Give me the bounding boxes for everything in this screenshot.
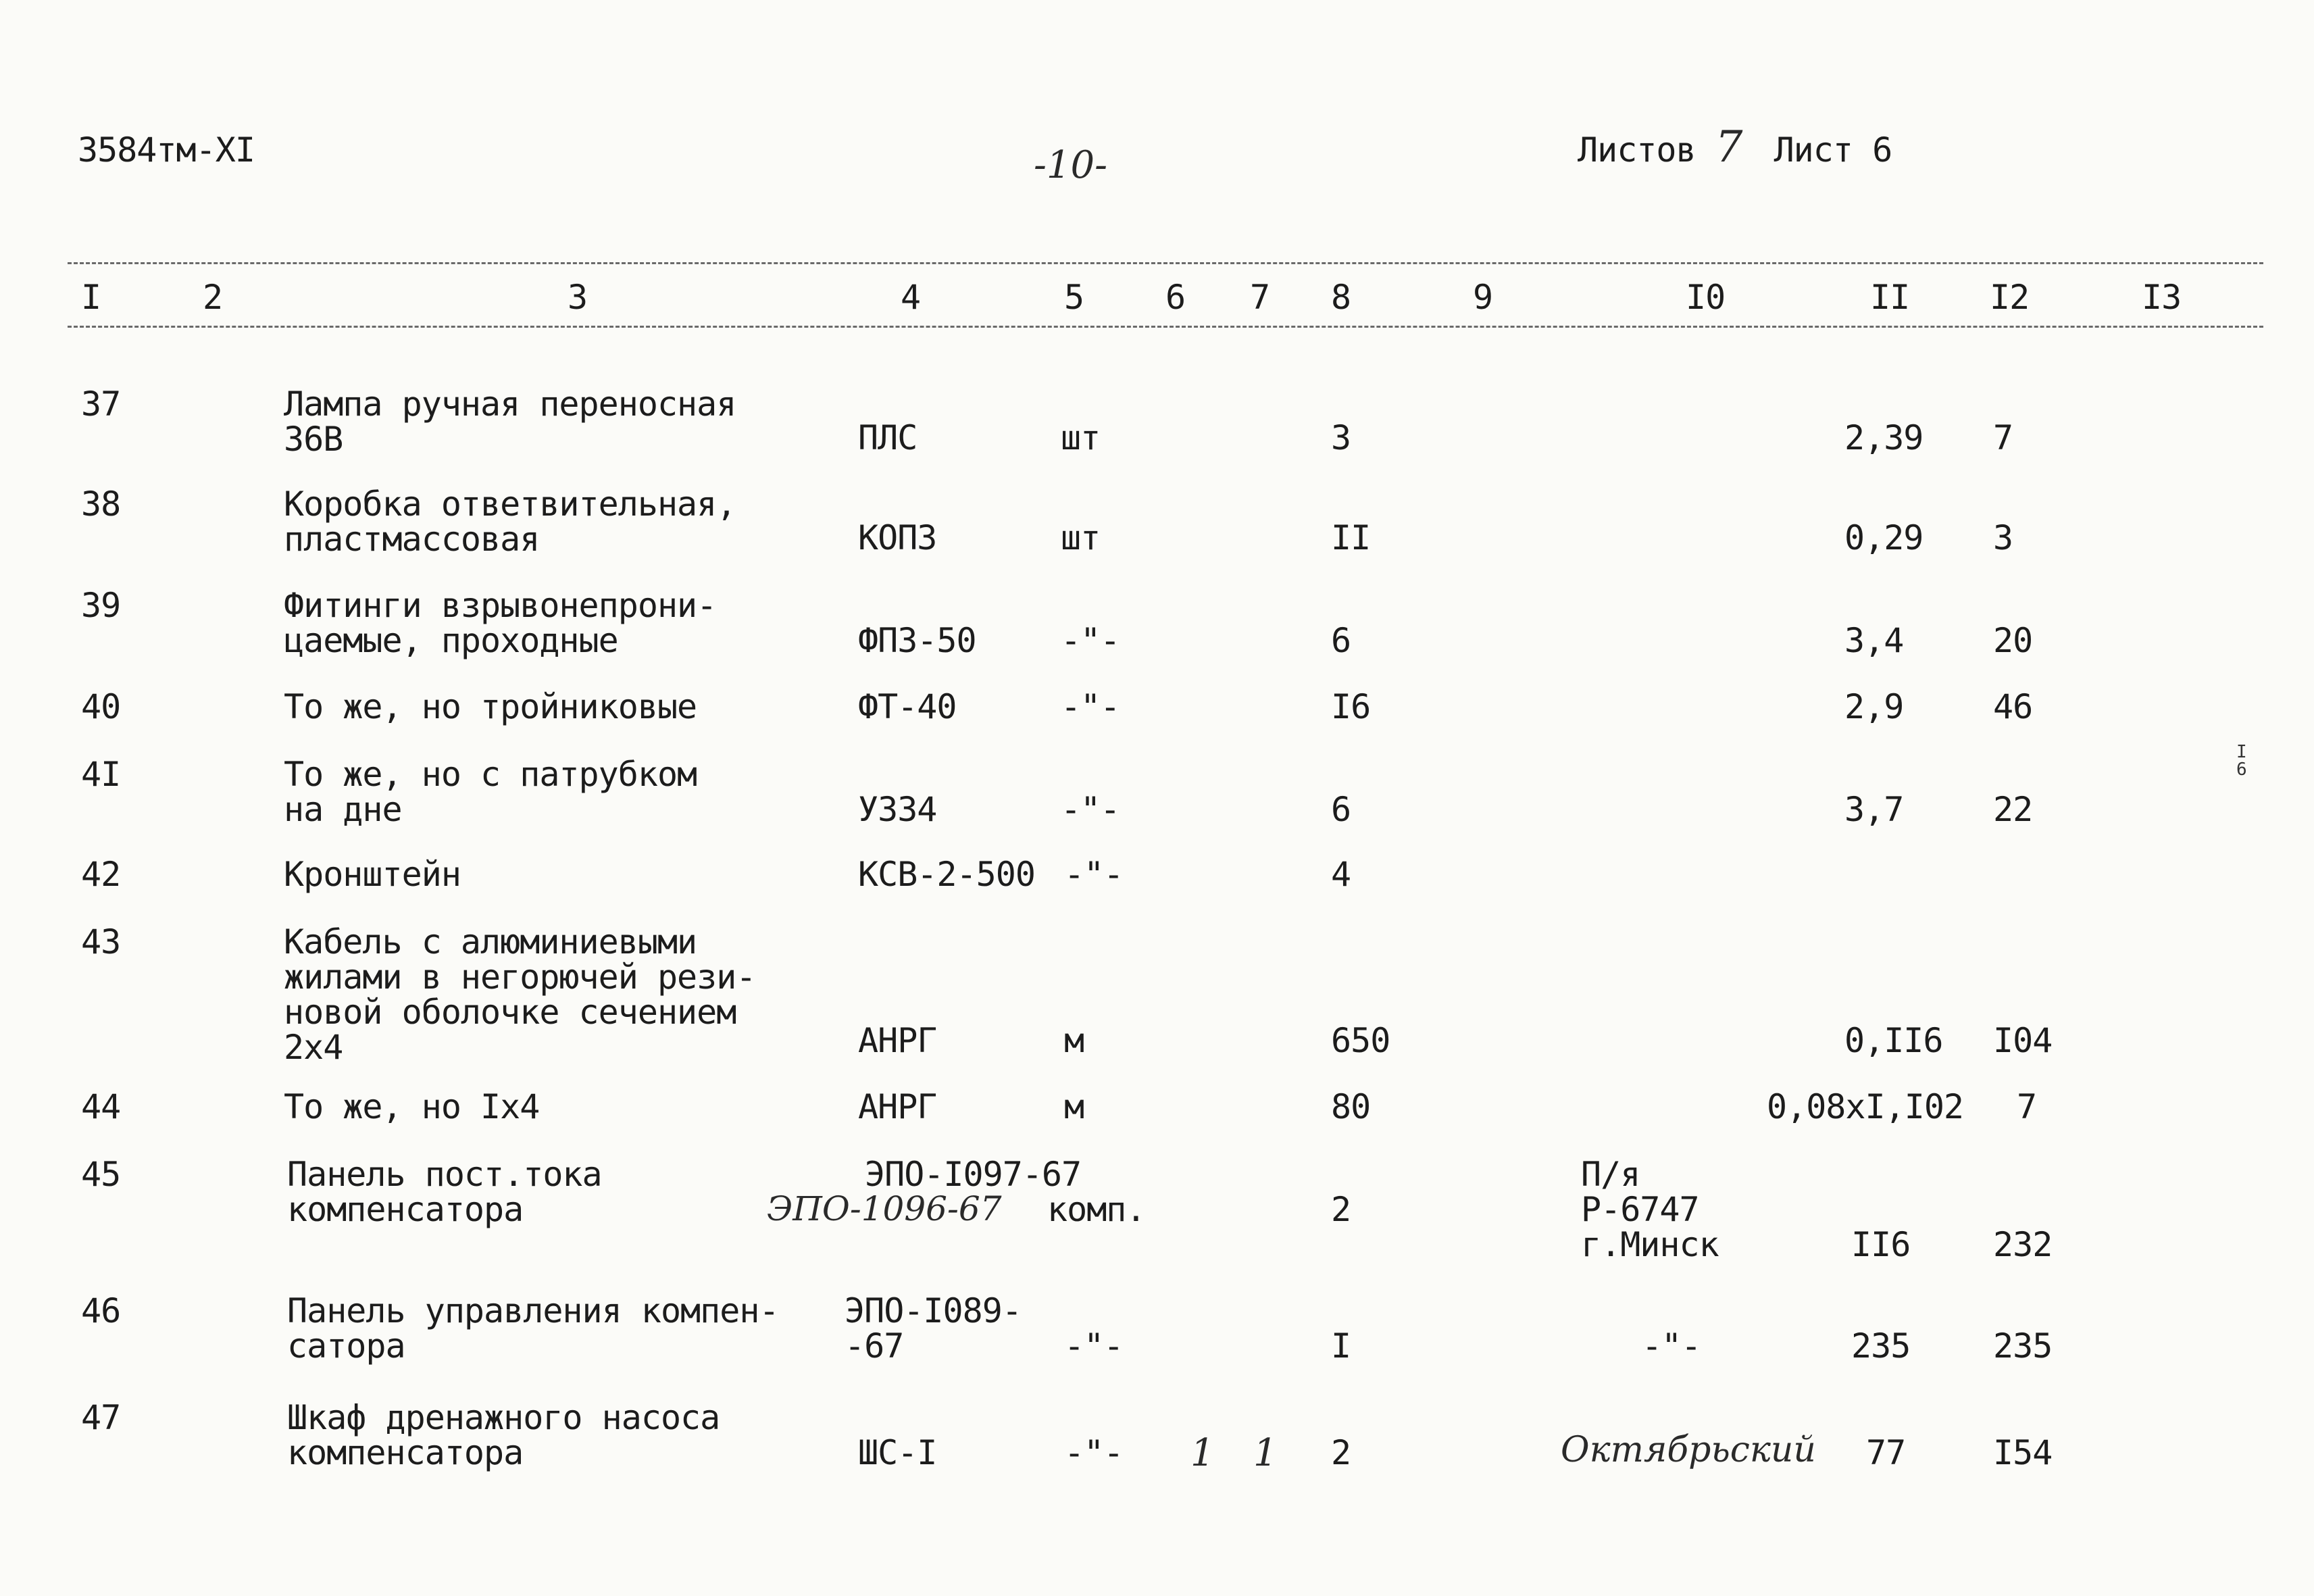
item-type: КОПЗ — [858, 518, 937, 557]
sheet-label: Лист — [1774, 130, 1853, 170]
item-unit: -"- — [1061, 621, 1120, 660]
item-total: 7 — [1993, 418, 2013, 457]
table-top-rule — [68, 262, 2263, 264]
row-number: 43 — [81, 922, 121, 962]
item-price: 3,4 — [1844, 621, 1904, 660]
sheets-count — [1578, 122, 1892, 172]
item-qty: 80 — [1331, 1087, 1371, 1126]
col-header-7: 7 — [1250, 278, 1270, 317]
item-name: Коробка ответвительная, пластмассовая — [284, 484, 736, 559]
sheets-total: 7 — [1715, 122, 1742, 172]
item-total: 20 — [1993, 621, 2033, 660]
item-total: 235 — [1993, 1326, 2053, 1366]
item-supplier: П/я Р-6747 г.Минск — [1581, 1155, 1719, 1264]
item-total: 46 — [1993, 687, 2033, 726]
item-unit: шт — [1061, 518, 1101, 557]
col-header-2: 2 — [203, 278, 223, 317]
item-qty: 6 — [1331, 790, 1351, 829]
item-qty: I6 — [1331, 687, 1371, 726]
col-header-3: 3 — [568, 278, 588, 317]
item-type: ЭПО-I089- -67 — [845, 1291, 1022, 1366]
col-header-1: I — [81, 278, 101, 317]
item-qty: 2 — [1331, 1433, 1351, 1472]
item-name: Шкаф дренажного насоса компенсатора — [287, 1398, 720, 1472]
item-type: ШС-I — [858, 1433, 937, 1472]
item-qty: 650 — [1331, 1021, 1390, 1060]
row-number: 46 — [81, 1291, 121, 1330]
col-header-12: I2 — [1990, 278, 2030, 317]
col-header-10: I0 — [1686, 278, 1726, 317]
item-unit: м — [1064, 1021, 1084, 1060]
item-qty: I — [1331, 1326, 1351, 1366]
item-type: ПЛС — [858, 418, 917, 457]
row-number: 37 — [81, 384, 121, 424]
row-number: 47 — [81, 1398, 121, 1437]
col-header-13: I3 — [2142, 278, 2182, 317]
item-supplier: Октябрьский — [1561, 1430, 1816, 1470]
page-number: -10- — [1034, 143, 1108, 187]
document-code: 3584тм-XI — [78, 130, 255, 170]
item-price: 77 — [1866, 1433, 1906, 1472]
item-type: АНРГ — [858, 1021, 937, 1060]
item-total: 22 — [1993, 790, 2033, 829]
item-unit: -"- — [1061, 790, 1120, 829]
item-name: Кронштейн — [284, 855, 461, 894]
margin-mark: I 6 — [2236, 742, 2247, 780]
item-price: 2,9 — [1844, 687, 1904, 726]
item-type: ФТ-40 — [858, 687, 957, 726]
sheets-label: Листов — [1578, 130, 1696, 170]
item-name: То же, но тройниковые — [284, 687, 697, 726]
item-col7-mark: 1 — [1253, 1431, 1278, 1475]
item-price: 2,39 — [1844, 418, 1923, 457]
item-price: 3,7 — [1844, 790, 1904, 829]
item-type: УЗЗ4 — [858, 790, 937, 829]
item-name: То же, но с патрубком на дне — [284, 755, 697, 829]
row-number: 44 — [81, 1087, 121, 1126]
item-name: Лампа ручная переносная 36В — [284, 384, 736, 459]
col-header-5: 5 — [1064, 278, 1084, 317]
item-unit: м — [1064, 1087, 1084, 1126]
item-total: 3 — [1993, 518, 2013, 557]
item-price: 0,29 — [1844, 518, 1923, 557]
item-type: ЭПО-I097-67 — [865, 1155, 1082, 1194]
row-number: 45 — [81, 1155, 121, 1194]
sheet-number: 6 — [1872, 130, 1892, 170]
item-unit: -"- — [1064, 855, 1124, 894]
item-name: То же, но Iх4 — [284, 1087, 540, 1126]
item-price: 235 — [1851, 1326, 1911, 1366]
row-number: 39 — [81, 586, 121, 625]
item-qty: 3 — [1331, 418, 1351, 457]
item-price: II6 — [1851, 1225, 1911, 1264]
col-header-11: II — [1870, 278, 1910, 317]
item-total: I54 — [1993, 1433, 2053, 1472]
item-unit: -"- — [1061, 687, 1120, 726]
row-number: 4I — [81, 755, 121, 794]
item-name: Панель пост.тока компенсатора — [287, 1155, 602, 1229]
item-type: АНРГ — [858, 1087, 937, 1126]
item-unit: шт — [1061, 418, 1101, 457]
item-price: 0,08хI,I02 — [1767, 1087, 1964, 1126]
item-qty: 2 — [1331, 1190, 1351, 1229]
item-qty: II — [1331, 518, 1371, 557]
col-header-8: 8 — [1331, 278, 1351, 317]
col-header-6: 6 — [1165, 278, 1186, 317]
col-header-9: 9 — [1473, 278, 1493, 317]
row-number: 38 — [81, 484, 121, 524]
item-total: 7 — [2017, 1087, 2037, 1126]
row-number: 40 — [81, 687, 121, 726]
col-header-4: 4 — [901, 278, 921, 317]
item-type-handwritten: ЭПО-1096-67 — [767, 1189, 1002, 1228]
item-total: I04 — [1993, 1021, 2053, 1060]
item-unit: комп. — [1047, 1190, 1146, 1229]
item-name: Панель управления компен- сатора — [287, 1291, 779, 1366]
item-type: ФПЗ-50 — [858, 621, 976, 660]
item-price: 0,II6 — [1844, 1021, 1943, 1060]
item-total: 232 — [1993, 1225, 2053, 1264]
row-number: 42 — [81, 855, 121, 894]
item-qty: 6 — [1331, 621, 1351, 660]
item-qty: 4 — [1331, 855, 1351, 894]
item-name: Фитинги взрывонепрони- цаемые, проходные — [284, 586, 717, 660]
item-unit: -"- — [1064, 1433, 1124, 1472]
item-supplier: -"- — [1642, 1326, 1701, 1366]
item-unit: -"- — [1064, 1326, 1124, 1366]
item-name: Кабель с алюминиевыми жилами в негорючей рези- новой оболочке сечением 2х4 — [284, 922, 756, 1067]
table-header-rule — [68, 326, 2263, 328]
item-type: КСВ-2-500 — [858, 855, 1035, 894]
item-col6-mark: 1 — [1190, 1431, 1215, 1475]
